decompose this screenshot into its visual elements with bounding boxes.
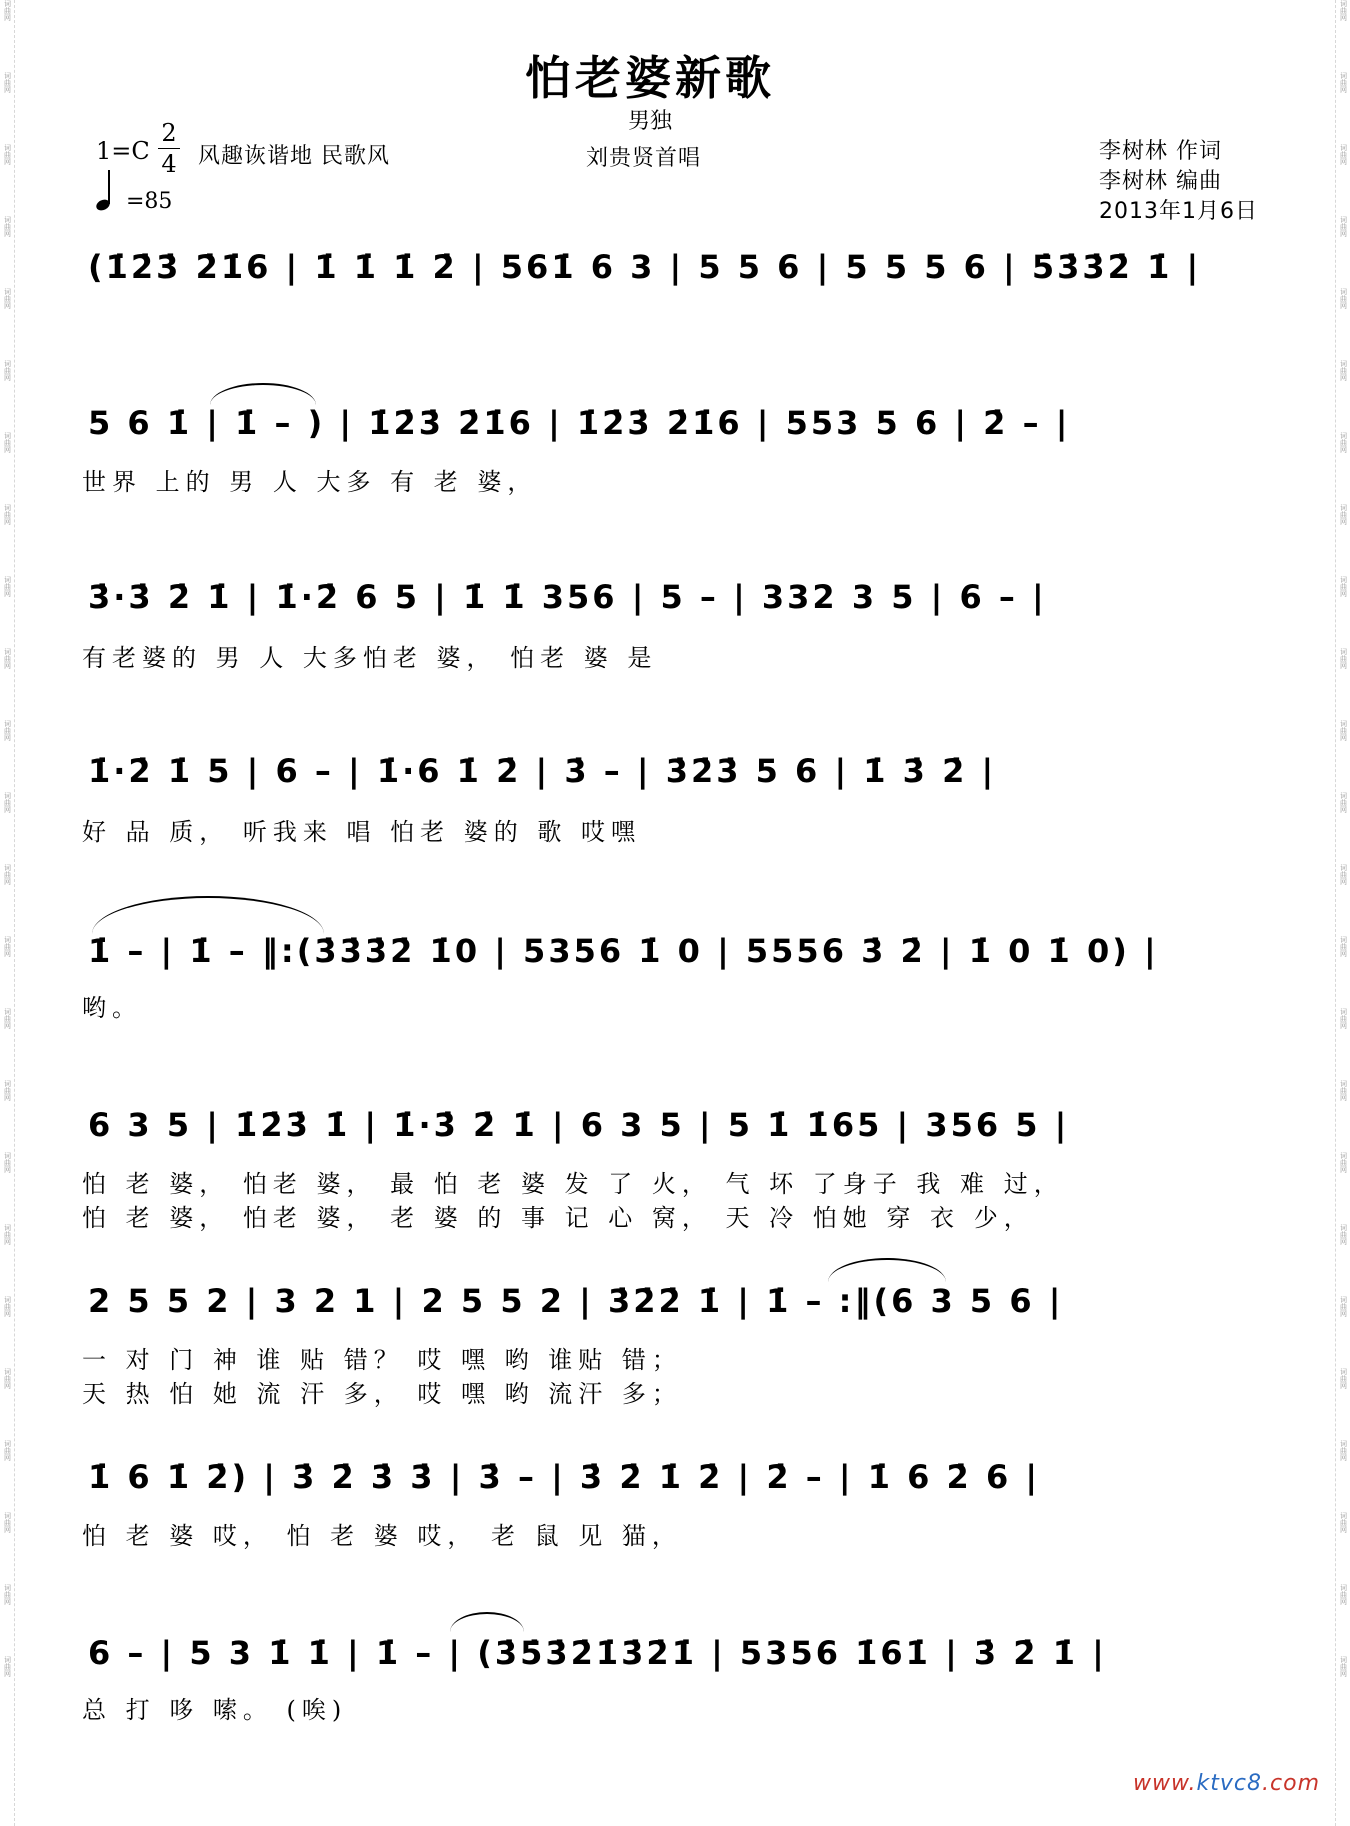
slur-mark xyxy=(828,1258,946,1282)
left-edge-strip: 词曲网 词曲网 词曲网 词曲网 词曲网 词曲网 词曲网 词曲网 词曲网 词曲网 词曲网 词曲网 词曲网 词曲网 词曲网 词曲网 词曲网 词曲网 词曲网 词曲网 词曲网 词曲网 词曲网 词曲网 xyxy=(0,0,15,1826)
slur-mark xyxy=(210,383,316,405)
time-numerator: 2 xyxy=(158,118,180,149)
lyric-line: 世界 上的 男 人 大多 有 老 婆， xyxy=(82,468,538,496)
arranger-credit: 李树林 编曲 xyxy=(1099,169,1222,194)
notation-row: 3̇·3̇ 2̇ 1̇ | 1̇·2̇ 6 5 | 1̇ 1̇ 356 | 5 – | 332 3 5 | 6 – | xyxy=(88,578,1047,616)
notation-row: 1̇ – | 1̇ – ‖:(3̇3̇3̇2̇ 1̇0 | 5356 1̇ 0 | 5556 3̇ 2̇ | 1̇ 0 1̇ 0) | xyxy=(88,932,1159,970)
notation-row: 2 5 5 2 | 3 2 1 | 2 5 5 2 | 3̇2̇2̇ 1̇ | 1̇ – :‖(6 3 5 6 | xyxy=(88,1282,1064,1320)
lyric-line: 怕 老 婆， 怕老 婆， 老 婆 的 事 记 心 窝， 天 冷 怕她 穿 衣 少， xyxy=(82,1204,1034,1232)
notation-row: 1̇·2̇ 1̇ 5 | 6 – | 1̇·6 1̇ 2̇ | 3̇ – | 3̇2̇3̇ 5 6 | 1̇ 3̇ 2̇ | xyxy=(88,752,997,790)
notation-row: 5 6 1̇ | 1̇ – ) | 1̇2̇3̇ 2̇1̇6 | 1̇2̇3̇ 2̇1̇6 | 553 5 6 | 2̇ – | xyxy=(88,404,1071,442)
tempo-marking xyxy=(96,170,172,214)
notation-row: (1̇2̇3̇ 2̇1̇6 | 1̇ 1̇ 1̇ 2̇ | 561̇ 6 3 | 5 5 6 | 5 5 5 6 | 5̇3̇3̇2̇ 1̇ | xyxy=(88,248,1202,286)
notation-row: 6 – | 5 3 1̇ 1̇ | 1̇ – | (3̇5̇3̇2̇1̇3̇2̇1̇ | 5356 1̇61̇ | 3̇ 2̇ 1̇ | xyxy=(88,1634,1107,1672)
notation-row: 1̇ 6 1̇ 2̇) | 3̇ 2̇ 3̇ 3̇ | 3̇ – | 3̇ 2̇ 1̇ 2̇ | 2̇ – | 1̇ 6 2̇ 6 | xyxy=(88,1458,1041,1496)
lyric-line: 有老婆的 男 人 大多怕老 婆， 怕老 婆 是 xyxy=(82,644,658,672)
right-edge-strip: 词曲网 词曲网 词曲网 词曲网 词曲网 词曲网 词曲网 词曲网 词曲网 词曲网 词曲网 词曲网 词曲网 词曲网 词曲网 词曲网 词曲网 词曲网 词曲网 词曲网 词曲网 词曲网 词曲网 词曲网 xyxy=(1335,0,1350,1826)
song-title: 怕老婆新歌 xyxy=(525,51,775,105)
singer-credit: 刘贵贤首唱 xyxy=(586,146,702,171)
notation-row: 6 3 5 | 1̇2̇3̇ 1̇ | 1̇·3̇ 2̇ 1̇ | 6 3 5 | 5 1̇ 1̇65 | 356 5 | xyxy=(88,1106,1070,1144)
lyric-line: 总 打 哆 嗦。 (唉) xyxy=(82,1696,348,1724)
tempo-value: =85 xyxy=(126,189,173,214)
lyric-line: 怕 老 婆 哎， 怕 老 婆 哎， 老 鼠 见 猫， xyxy=(82,1522,682,1550)
lyric-line: 一 对 门 神 谁 贴 错？ 哎 嘿 哟 谁贴 错； xyxy=(82,1346,682,1374)
performance-style: 风趣诙谐地 民歌风 xyxy=(198,144,390,169)
lyric-line: 怕 老 婆， 怕老 婆， 最 怕 老 婆 发 了 火， 气 坏 了身子 我 难 过， xyxy=(82,1170,1064,1198)
key-signature: 1=C xyxy=(96,137,150,165)
lyric-line: 天 热 怕 她 流 汗 多， 哎 嘿 哟 流汗 多； xyxy=(82,1380,682,1408)
lyricist-credit: 李树林 作词 xyxy=(1099,139,1222,164)
date-credit: 2013年1月6日 xyxy=(1099,199,1258,224)
slur-mark xyxy=(92,896,324,934)
lyric-line: 哟。 xyxy=(82,994,142,1022)
site-watermark: www.ktvc8.com xyxy=(1132,1771,1320,1796)
quarter-note-icon xyxy=(96,170,126,214)
lyric-line: 好 品 质， 听我来 唱 怕老 婆的 歌 哎嘿 xyxy=(82,818,642,846)
song-subtitle: 男独 xyxy=(627,109,672,134)
time-denominator: 4 xyxy=(161,150,177,178)
slur-mark xyxy=(450,1612,524,1632)
